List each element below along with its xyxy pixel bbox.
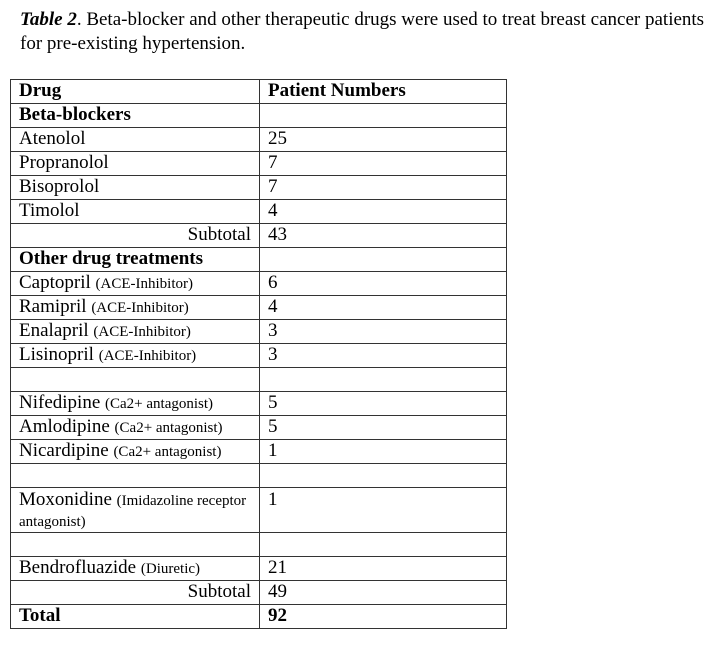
patient-count-cell: 3: [260, 320, 507, 344]
drug-name: Timolol: [19, 200, 80, 221]
drug-class-note: (ACE-Inhibitor): [91, 300, 189, 316]
patient-count-cell: 92: [260, 605, 507, 629]
table-row-item: [11, 200, 507, 224]
drug-class-note: (Imidazoline receptor antagonist): [19, 493, 247, 530]
table-row-item: [11, 128, 507, 152]
drug-class-note: (Diuretic): [140, 561, 201, 577]
header-patient-numbers: Patient Numbers: [260, 80, 507, 104]
drug-cell: [11, 416, 260, 440]
drug-name: Captopril: [19, 272, 91, 293]
caption-text: . Beta-blocker and other therapeutic drugs were used to treat breast cancer patients for pre-existing hypertension.: [20, 9, 705, 54]
patient-count-cell: 25: [260, 128, 507, 152]
table-row-item: [11, 440, 507, 464]
drug-name: Subtotal: [187, 581, 251, 602]
drug-class-note: (Ca2+ antagonist): [114, 420, 223, 436]
table-row-subtotal: [11, 581, 507, 605]
drug-name: Amlodipine: [19, 416, 110, 437]
drug-cell: [11, 296, 260, 320]
header-row: [11, 80, 507, 104]
patient-count-cell: 21: [260, 557, 507, 581]
drug-class-note: (ACE-Inhibitor): [98, 348, 197, 364]
table-row-item: [11, 320, 507, 344]
table-row-item: [11, 272, 507, 296]
drug-name: Other drug treatments: [19, 248, 203, 269]
drug-name: Propranolol: [19, 152, 109, 173]
table-row-section: [11, 248, 507, 272]
drug-cell: [11, 272, 260, 296]
drug-class-note: (Ca2+ antagonist): [105, 396, 214, 412]
drug-cell: [11, 605, 260, 629]
table-row-subtotal: [11, 224, 507, 248]
table-row-double: [11, 488, 507, 533]
drug-name: Nifedipine: [19, 392, 101, 413]
patient-count-cell: [260, 368, 507, 392]
drug-cell: [11, 104, 260, 128]
table-row-item: [11, 176, 507, 200]
drug-cell: [11, 368, 260, 392]
patient-count-cell: 5: [260, 392, 507, 416]
drug-cell: [11, 488, 260, 533]
header-drug: Drug: [11, 80, 260, 104]
drug-name: Ramipril: [19, 296, 87, 317]
drug-cell: [11, 248, 260, 272]
patient-count-cell: 43: [260, 224, 507, 248]
patient-count-cell: 5: [260, 416, 507, 440]
table-row-item: [11, 344, 507, 368]
drug-name: Subtotal: [187, 224, 251, 245]
caption-label: Table 2: [20, 9, 77, 30]
table-row-item: [11, 557, 507, 581]
drug-name: Moxonidine: [19, 489, 112, 510]
drug-cell: [11, 533, 260, 557]
patient-count-cell: [260, 248, 507, 272]
drug-cell: [11, 128, 260, 152]
drug-class-note: (ACE-Inhibitor): [93, 324, 191, 340]
patient-count-cell: 7: [260, 152, 507, 176]
patient-count-cell: 49: [260, 581, 507, 605]
drug-cell: [11, 152, 260, 176]
table-caption: [20, 8, 720, 56]
patient-count-cell: [260, 533, 507, 557]
table-row-item: [11, 416, 507, 440]
drug-cell: [11, 200, 260, 224]
patient-count-cell: [260, 104, 507, 128]
table-row-item: [11, 152, 507, 176]
drug-name: Atenolol: [19, 128, 86, 149]
drug-name: Lisinopril: [19, 344, 94, 365]
patient-count-cell: 1: [260, 440, 507, 464]
drug-cell: [11, 344, 260, 368]
table-row-empty: [11, 464, 507, 488]
drug-name: Nicardipine: [19, 440, 109, 461]
drug-cell: [11, 224, 260, 248]
table-row-empty: [11, 533, 507, 557]
patient-count-cell: 4: [260, 200, 507, 224]
drug-class-note: (ACE-Inhibitor): [95, 276, 194, 292]
patient-count-cell: 6: [260, 272, 507, 296]
drug-table: [10, 79, 507, 629]
table-row-section: [11, 104, 507, 128]
drug-name: Total: [19, 605, 61, 626]
patient-count-cell: [260, 464, 507, 488]
patient-count-cell: 3: [260, 344, 507, 368]
drug-name: Bisoprolol: [19, 176, 100, 197]
drug-cell: [11, 440, 260, 464]
patient-count-cell: 1: [260, 488, 507, 533]
drug-name: Enalapril: [19, 320, 89, 341]
drug-cell: [11, 581, 260, 605]
table-row-empty: [11, 368, 507, 392]
drug-cell: [11, 392, 260, 416]
drug-class-note: (Ca2+ antagonist): [113, 444, 222, 460]
patient-count-cell: 7: [260, 176, 507, 200]
patient-count-cell: 4: [260, 296, 507, 320]
table-row-item: [11, 392, 507, 416]
drug-cell: [11, 176, 260, 200]
drug-cell: [11, 320, 260, 344]
table-row-item: [11, 296, 507, 320]
drug-name: Bendrofluazide: [19, 557, 137, 578]
drug-cell: [11, 464, 260, 488]
drug-cell: [11, 557, 260, 581]
table-row-total: [11, 605, 507, 629]
drug-name: Beta-blockers: [19, 104, 131, 125]
